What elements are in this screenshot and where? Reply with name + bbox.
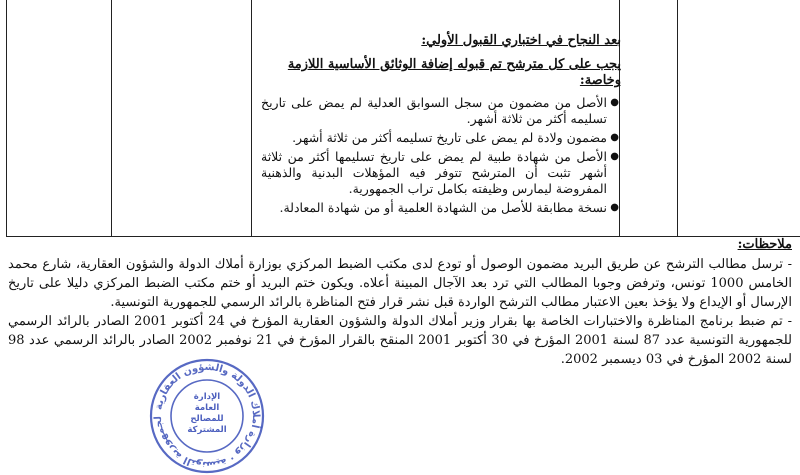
list-item: ● الأصل من شهادة طبية لم يمض على تاريخ تسليمها أكثر من ثلاثة أشهر تثبت أن المترشح تتوفر فيه المؤهلات البدنية والذهنية المفروضة ليمارس وظيفته بكامل تراب الجمهورية.: [261, 149, 619, 196]
bullet-icon: ●: [610, 151, 619, 162]
bullet-icon: ●: [610, 202, 619, 213]
requirements-table: [6, 0, 800, 237]
list-item: ● نسخة مطابقة للأصل من الشهادة العلمية أو من شهادة المعادلة.: [279, 200, 619, 215]
notes-title: ملاحظات:: [737, 237, 792, 252]
stamp-inner-line: للمصالح: [190, 414, 224, 424]
list-item: ● مضمون ولادة لم يمض على تاريخ تسليمه أكثر من ثلاثة أشهر.: [292, 130, 619, 145]
stamp-inner-line: الإدارة: [193, 392, 221, 402]
requirements-subheading: يجب على كل مترشح تم قبوله إضافة الوثائق الأساسية اللازمة وخاصة:: [287, 57, 621, 88]
requirements-list: [261, 95, 621, 216]
note-paragraph: - تم ضبط برنامج المناظرة والاختبارات الخاصة بها بقرار وزير أملاك الدولة والشؤون العقارية المؤرخ في 24 أكتوبر 2001 الصادر بالرائد الرسمي للجمهورية التونسية عدد 87 لسنة 2001 المؤرخ في 30 أكتوبر 2001 المنقح بالقرار المؤرخ في 21 نوفمبر 2002 الصادر بالرائد الرسمي عدد 98 لسنة 2002 المؤرخ في 03 ديسمبر 2002.: [8, 314, 793, 367]
table-column-divider: [677, 0, 678, 236]
note-paragraph: - ترسل مطالب الترشح عن طريق البريد مضمون الوصول أو تودع لدى مكتب الضبط المركزي بوزارة أملاك الدولة والشؤون العقارية، شارع محمد الخامس 1000 تونس، وترفض وجوبا المطالب التي ترد بعد الآجال المبينة أعلاه. ويكون ختم البريد أو ختم مكتب الضبط المركزي دليلا على تاريخ الإرسال أو الإيداع ولا يؤخذ بعين الاعتبار مطالب الترشح الواردة قبل نشر قرار فتح المناظرة بالرائد الرسمي للجمهورية التونسية.: [8, 257, 792, 310]
table-column-divider: [111, 0, 112, 236]
requirements-cell: [261, 33, 621, 219]
notes-section: [8, 237, 792, 369]
bullet-icon: ●: [610, 132, 619, 143]
bullet-icon: ●: [610, 97, 619, 108]
stamp-inner-line: العامة: [194, 403, 220, 413]
list-item: ● الأصل من مضمون من سجل السوابق العدلية لم يمض على تاريخ تسليمه أكثر من ثلاثة أشهر.: [261, 95, 619, 126]
table-column-divider: [251, 0, 252, 236]
stamp-inner-line: المشتركة: [187, 425, 227, 435]
stamp-outer-text: لجمهورية التونسية · وزارة أملاك الدولة والشؤون العقارية: [152, 361, 262, 471]
requirements-heading: بعد النجاح في اختباري القبول الأولي:: [421, 33, 621, 48]
official-stamp: [148, 357, 266, 475]
